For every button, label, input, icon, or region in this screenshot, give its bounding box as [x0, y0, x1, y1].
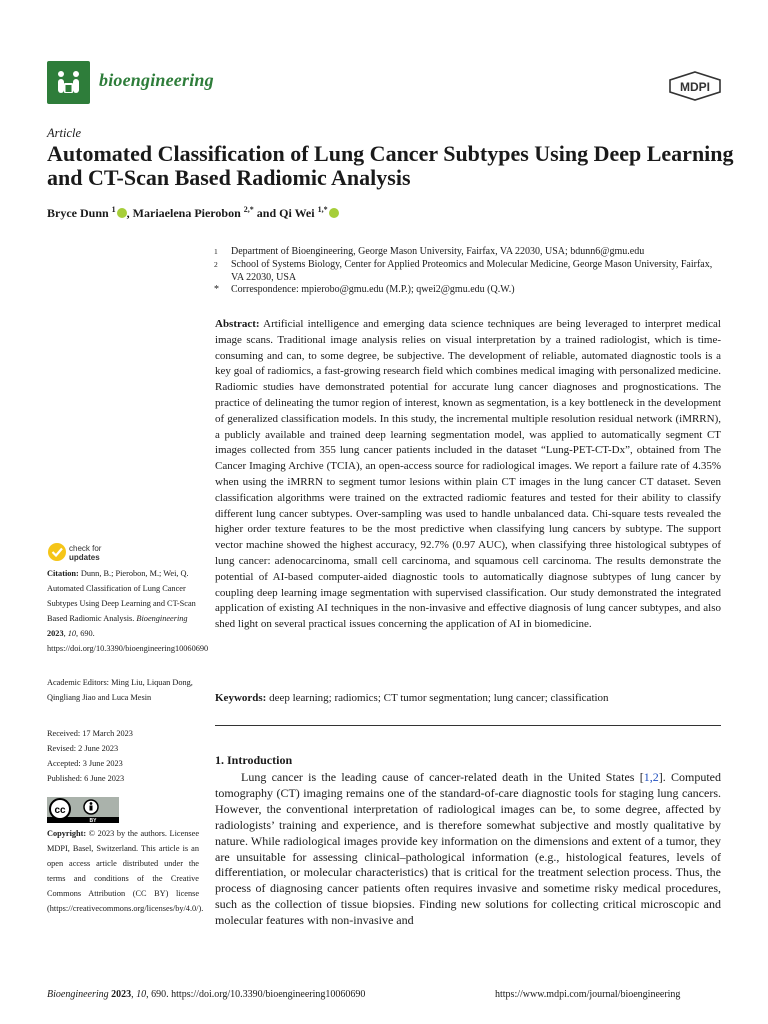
abstract-label: Abstract: [215, 318, 260, 330]
publisher-name: MDPI [680, 80, 710, 94]
author-affiliation-mark: 1,* [317, 205, 328, 214]
check-for-updates-badge[interactable] [47, 540, 117, 569]
svg-text:BY: BY [89, 818, 97, 823]
author-name[interactable]: Mariaelena Pierobon [132, 206, 241, 220]
author-name[interactable]: Qi Wei [279, 206, 315, 220]
author-affiliation-mark: 2,* [243, 205, 254, 214]
keywords [215, 692, 721, 704]
footer-journal-url[interactable]: https://www.mdpi.com/journal/bioengineering [495, 989, 681, 1000]
keywords-label: Keywords: [215, 692, 267, 704]
citation-block: Citation: Dunn, B.; Pierobon, M.; Wei, Q. Automated Classification of Lung Cancer Subtypes Using Deep Learning and CT-Scan Based Radiomic Analysis. Bioengineering 2023, 10, 690. https://doi.org/10.3390/bioengineering10060690 [47, 569, 209, 653]
svg-text:check for: check for [69, 544, 102, 553]
divider [215, 725, 721, 726]
article-title: Automated Classification of Lung Cancer Subtypes Using Deep Learning and CT-Scan Based Radiomic Analysis [47, 141, 734, 190]
journal-name[interactable]: bioengineering [99, 70, 214, 90]
journal-logo [47, 61, 90, 104]
author-name[interactable]: Bryce Dunn [47, 206, 109, 220]
check-updates-icon [48, 543, 66, 561]
author-affiliation-mark: 1 [111, 205, 116, 214]
correspondence: * Correspondence: mpierobo@gmu.edu (M.P.); qwei2@gmu.edu (Q.W.) [214, 284, 515, 295]
author-list: Bryce Dunn $^1$ , Mariaelena Pierobon $^{2,*}$ and Qi Wei $^{1,*}$ [47, 205, 339, 221]
intro-paragraph: Lung cancer is the leading cause of cancer-related death in the United States [1,2]. Computed tomography (CT) imaging remains one of the standard-of-care diagnostic tools for staging lung cancers. However, the conventional interpretation of radiological images can be, to some degree, affected by radiologists’ training and experience, and is therefore somewhat subjective and mostly qualitative by nature. While radiological images provide key information on the dimensions and extent of a tumor, they are unsuitable for assessing clinical–pathological information (e.g., histological features, levels of differentiation, or molecular characteristics) that is critical for the treatment selection process. Thus, the process of diagnosing cancer patients often requires invasive and sometime risky medical procedures, such as the collection of tissue biopsies. Finding new solutions for collecting critical microscopic and molecular features with non-invasive and [215, 770, 721, 928]
footer-doi-link[interactable]: , 690. https://doi.org/10.3390/bioengineering10060690 [146, 989, 366, 1000]
mdpi-logo-icon [668, 71, 722, 101]
cc-by-license-badge[interactable] [47, 797, 119, 823]
affiliation: 1 Department of Bioengineering, George Mason University, Fairfax, VA 22030, USA; bdunn6@gmu.edu [214, 246, 645, 257]
svg-text:cc: cc [54, 805, 66, 816]
article-type: Article [47, 126, 82, 140]
orcid-icon[interactable] [117, 208, 127, 218]
keywords-text: deep learning; radiomics; CT tumor segmentation; lung cancer; classification [269, 692, 609, 704]
received-date: Received: 17 March 2023 [47, 729, 133, 738]
citation-link[interactable]: 1,2 [643, 770, 659, 784]
orcid-icon[interactable] [329, 208, 339, 218]
abstract [215, 317, 721, 633]
affiliation: 2 School of Systems Biology, Center for Applied Proteomics and Molecular Medicine, George Mason University, Fairfax, VA 22030, USA [214, 259, 713, 283]
section-heading: 1. Introduction [215, 753, 293, 767]
journal-logo-icon [47, 61, 90, 104]
footer-citation: Bioengineering 2023, 10, 690. https://doi.org/10.3390/bioengineering10060690 [47, 989, 366, 1000]
revised-date: Revised: 2 June 2023 [47, 744, 119, 753]
accepted-date: Accepted: 3 June 2023 [47, 759, 123, 768]
abstract-text: Artificial intelligence and emerging data science techniques are being leveraged to interpret medical image scans. Traditional image analysis relies on visual interpretation by a trained radiologist, which is time-consuming and can, to some degree, be subjective. The development of reliable, automated diagnostic tools is a key goal of radiomics, a fast-growing research field which combines medical imaging with personalized medicine. Radiomic studies have demonstrated potential for accurate lung cancer diagnoses and prognostications. The practice of delineating the tumor region of interest, known as segmentation, is a key bottleneck in the development of generalized classification models. In this study, the incremental multiple resolution residual network (iMRRN), a publicly available and trained deep learning segmentation model, was applied to automatically segment CT images collected from 355 lung cancer patients included in the dataset “Lung-PET-CT-Dx”, obtained from The Cancer Imaging Archive (TCIA), an open-access source for radiological images. We report a failure rate of 4.35% when using the iMRRN to segment tumor lesions within plain CT images in the lung cancer CT dataset. Seven classification algorithms were trained on the extracted radiomic features and tested for their ability to classify different lung cancer subtypes. Over-sampling was used to handle unbalanced data. Chi-square tests revealed the higher order texture features to be the most predictive when classifying lung cancers by subtype. The support vector machine showed the highest accuracy, 92.7% (0.97 AUC), when classifying three histological subtypes of lung cancer: adenocarcinoma, small cell carcinoma, and squamous cell carcinoma. The results demonstrate the potential of AI-based computer-aided diagnostic tools to automatically diagnose subtypes of lung cancer by coupling deep learning image segmentation with supervised classification. Our study demonstrated the integrated application of existing AI techniques in the non-invasive and effective diagnosis of lung cancer subtypes, and also shed light on several practical issues concerning the application of AI in biomedicine. [215, 318, 721, 631]
publisher-logo[interactable] [668, 71, 722, 106]
published-date: Published: 6 June 2023 [47, 774, 125, 783]
academic-editors: Academic Editors: Ming Liu, Liquan Dong, Qingliang Jiao and Luca Mesin [47, 678, 193, 702]
copyright-notice: Copyright: © 2023 by the authors. Licensee MDPI, Basel, Switzerland. This article is an open access article distributed under the terms and conditions of the Creative Commons Attribution (CC BY) license (https://creativecommons.org/licenses/by/4.0/). [47, 829, 204, 913]
svg-text:updates: updates [69, 553, 100, 562]
citation-doi[interactable]: , 690. https://doi.org/10.3390/bioengineering10060690 [47, 629, 209, 653]
